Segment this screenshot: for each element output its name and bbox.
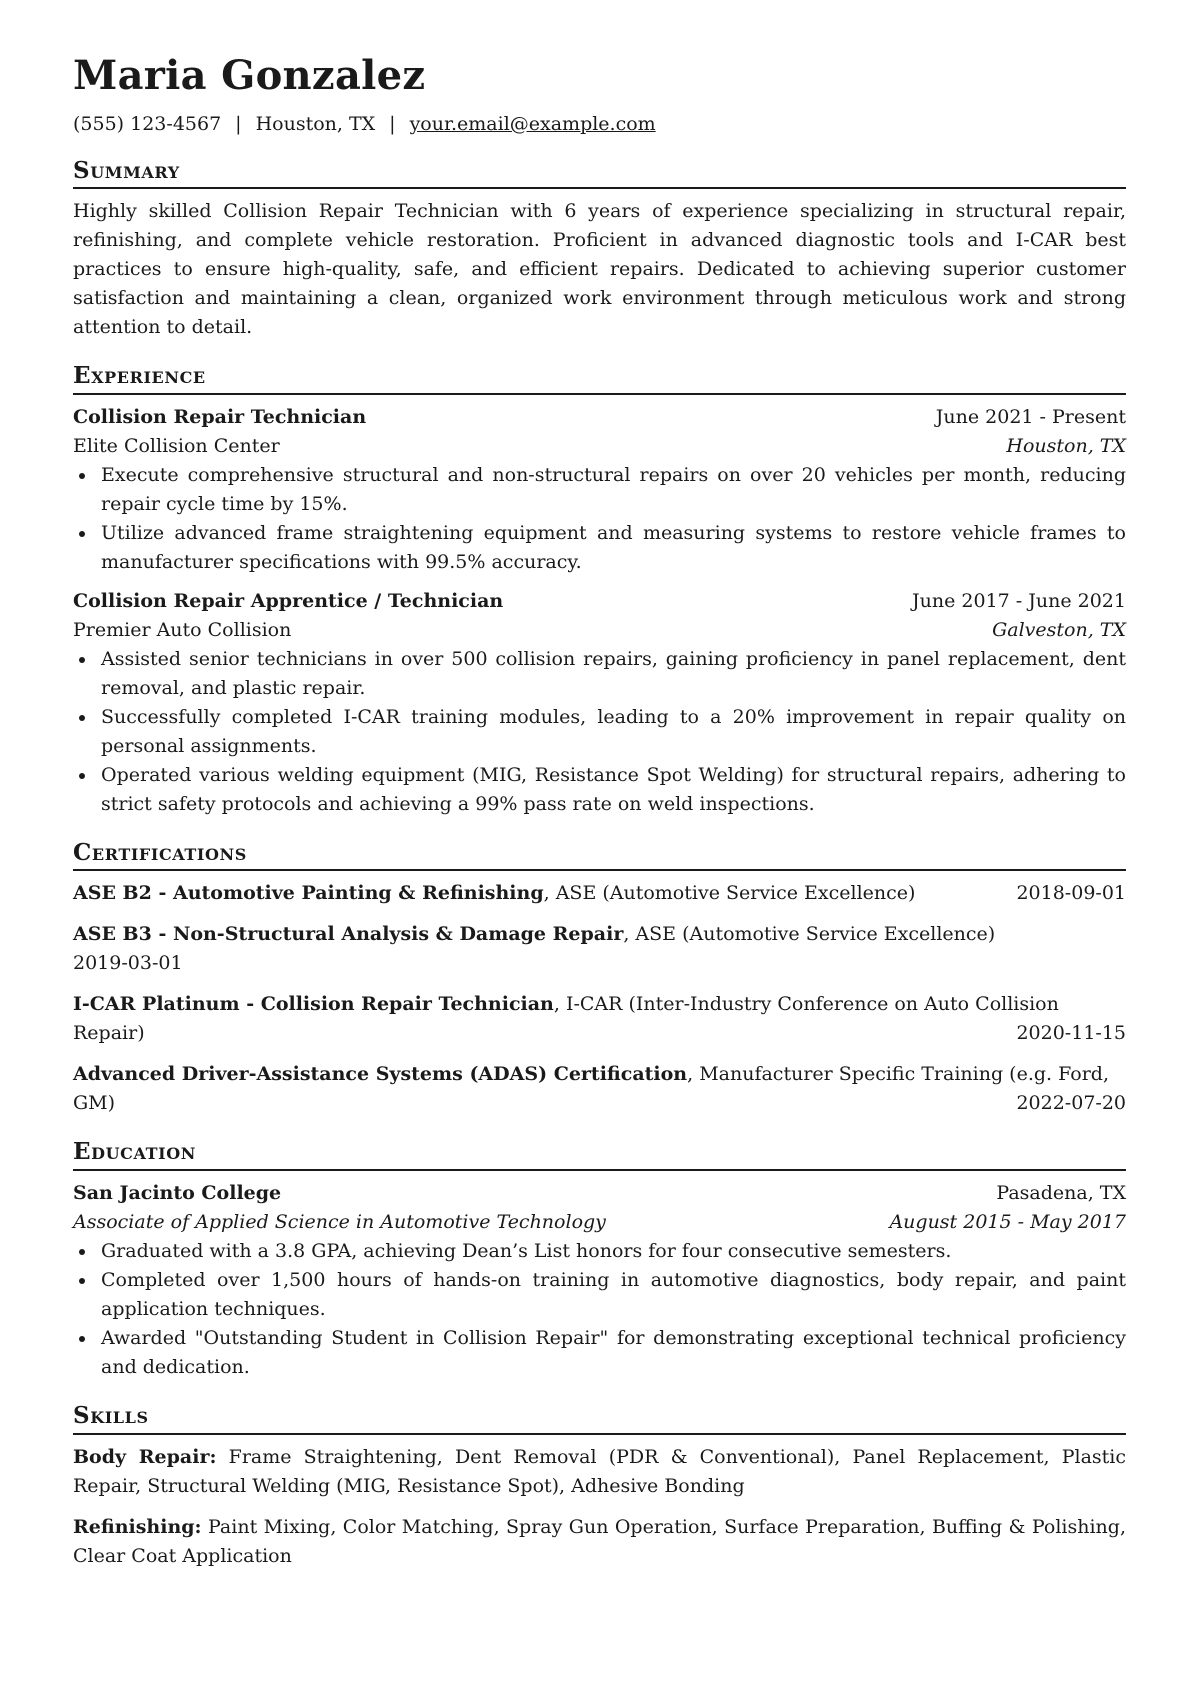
job-location: Galveston, TX bbox=[992, 618, 1126, 641]
cert-date: 2022-07-20 bbox=[1016, 1092, 1126, 1115]
job-company: Premier Auto Collision bbox=[73, 618, 292, 641]
certification-entry bbox=[73, 1060, 1126, 1118]
list-item: Utilize advanced frame straightening equipment and measuring systems to restore vehicle frames to manufacturer specifications with 99.5% accuracy. bbox=[101, 519, 1126, 577]
job-bullets bbox=[73, 461, 1126, 577]
section-title-experience: Experience bbox=[73, 362, 1126, 395]
job-bullets bbox=[73, 645, 1126, 819]
skill-group bbox=[73, 1443, 1126, 1501]
summary-text: Highly skilled Collision Repair Technician with 6 years of experience specializing in structural repair, refinishing, and complete vehicle restoration. Proficient in advanced diagnostic tools and I-CAR best practices to ensure high-quality, safe, and efficient repairs. Dedicated to achieving superior customer satisfaction and maintaining a clean, organized work environment through meticulous work and strong attention to detail. bbox=[73, 200, 1126, 339]
cert-name: ASE B3 - Non-Structural Analysis & Damage Repair bbox=[73, 923, 624, 946]
cert-name: Advanced Driver-Assistance Systems (ADAS) Certification bbox=[73, 1063, 688, 1086]
job-role: Collision Repair Technician bbox=[73, 405, 367, 428]
certification-entry bbox=[73, 879, 1126, 908]
job-role: Collision Repair Apprentice / Technician bbox=[73, 589, 504, 612]
email-link[interactable]: your.email@example.com bbox=[409, 113, 656, 135]
education-bullets bbox=[73, 1237, 1126, 1382]
section-title-certifications: Certifications bbox=[73, 839, 1126, 872]
skill-label: Refinishing: bbox=[73, 1515, 202, 1538]
cert-issuer: , ASE (Automotive Service Excellence) bbox=[543, 882, 916, 905]
phone-number: (555) 123-4567 bbox=[73, 113, 222, 135]
list-item: Graduated with a 3.8 GPA, achieving Dean’s List honors for four consecutive semesters. bbox=[101, 1237, 1126, 1266]
list-item: Awarded "Outstanding Student in Collision Repair" for demonstrating exceptional technical proficiency and dedication. bbox=[101, 1324, 1126, 1382]
skills-section bbox=[73, 1402, 1126, 1571]
certifications-section bbox=[73, 839, 1126, 1119]
list-item: Completed over 1,500 hours of hands-on training in automotive diagnostics, body repair, and paint application techniques. bbox=[101, 1266, 1126, 1324]
contact-separator: | bbox=[235, 113, 242, 135]
skill-group bbox=[73, 1513, 1126, 1571]
experience-section bbox=[73, 362, 1126, 819]
list-item: Assisted senior technicians in over 500 collision repairs, gaining proficiency in panel replacement, dent removal, and plastic repair. bbox=[101, 645, 1126, 703]
candidate-name: Maria Gonzalez bbox=[73, 52, 426, 99]
job-company: Elite Collision Center bbox=[73, 434, 280, 457]
contact-line bbox=[73, 112, 1126, 137]
cert-issuer: , I-CAR (Inter-Industry Conference on Auto Collision Repair) bbox=[73, 993, 1059, 1045]
cert-issuer: , ASE (Automotive Service Excellence) bbox=[623, 923, 996, 946]
list-item: Successfully completed I-CAR training modules, leading to a 20% improvement in repair quality on personal assignments. bbox=[101, 703, 1126, 761]
location: Houston, TX bbox=[255, 113, 376, 135]
skill-text: Paint Mixing, Color Matching, Spray Gun Operation, Surface Preparation, Buffing & Polishing, Clear Coat Application bbox=[73, 1515, 1126, 1567]
school-location: Pasadena, TX bbox=[996, 1182, 1126, 1205]
section-title-education: Education bbox=[73, 1138, 1126, 1171]
cert-name: I-CAR Platinum - Collision Repair Technician bbox=[73, 993, 554, 1016]
section-title-skills: Skills bbox=[73, 1402, 1126, 1435]
job-dates: June 2021 - Present bbox=[935, 405, 1126, 428]
section-title-summary: Summary bbox=[73, 157, 1126, 190]
summary-section bbox=[73, 157, 1126, 343]
education-section bbox=[73, 1138, 1126, 1382]
degree-name: Associate of Applied Science in Automotive Technology bbox=[73, 1211, 606, 1234]
cert-name: ASE B2 - Automotive Painting & Refinishing bbox=[73, 882, 544, 905]
cert-date: 2018-09-01 bbox=[1016, 882, 1126, 905]
cert-date: 2020-11-15 bbox=[1016, 1022, 1126, 1045]
certification-entry bbox=[73, 990, 1126, 1048]
skill-label: Body Repair: bbox=[73, 1445, 217, 1468]
education-dates: August 2015 - May 2017 bbox=[889, 1211, 1126, 1234]
job-dates: June 2017 - June 2021 bbox=[912, 589, 1126, 612]
contact-separator: | bbox=[389, 113, 396, 135]
job-location: Houston, TX bbox=[1006, 434, 1126, 457]
list-item: Operated various welding equipment (MIG, Resistance Spot Welding) for structural repairs, adhering to strict safety protocols and achieving a 99% pass rate on weld inspections. bbox=[101, 761, 1126, 819]
school-name: San Jacinto College bbox=[73, 1182, 282, 1205]
cert-issuer: , Manufacturer Specific Training (e.g. Ford, GM) bbox=[73, 1063, 1109, 1115]
skill-text: Frame Straightening, Dent Removal (PDR & Conventional), Panel Replacement, Plastic Repair, Structural Welding (MIG, Resistance Spot), Adhesive Bonding bbox=[73, 1445, 1127, 1497]
certification-entry bbox=[73, 920, 1126, 978]
job-entry bbox=[73, 403, 1126, 577]
job-entry bbox=[73, 587, 1126, 819]
list-item: Execute comprehensive structural and non-structural repairs on over 20 vehicles per month, reducing repair cycle time by 15%. bbox=[101, 461, 1126, 519]
cert-date: 2019-03-01 bbox=[73, 952, 183, 975]
